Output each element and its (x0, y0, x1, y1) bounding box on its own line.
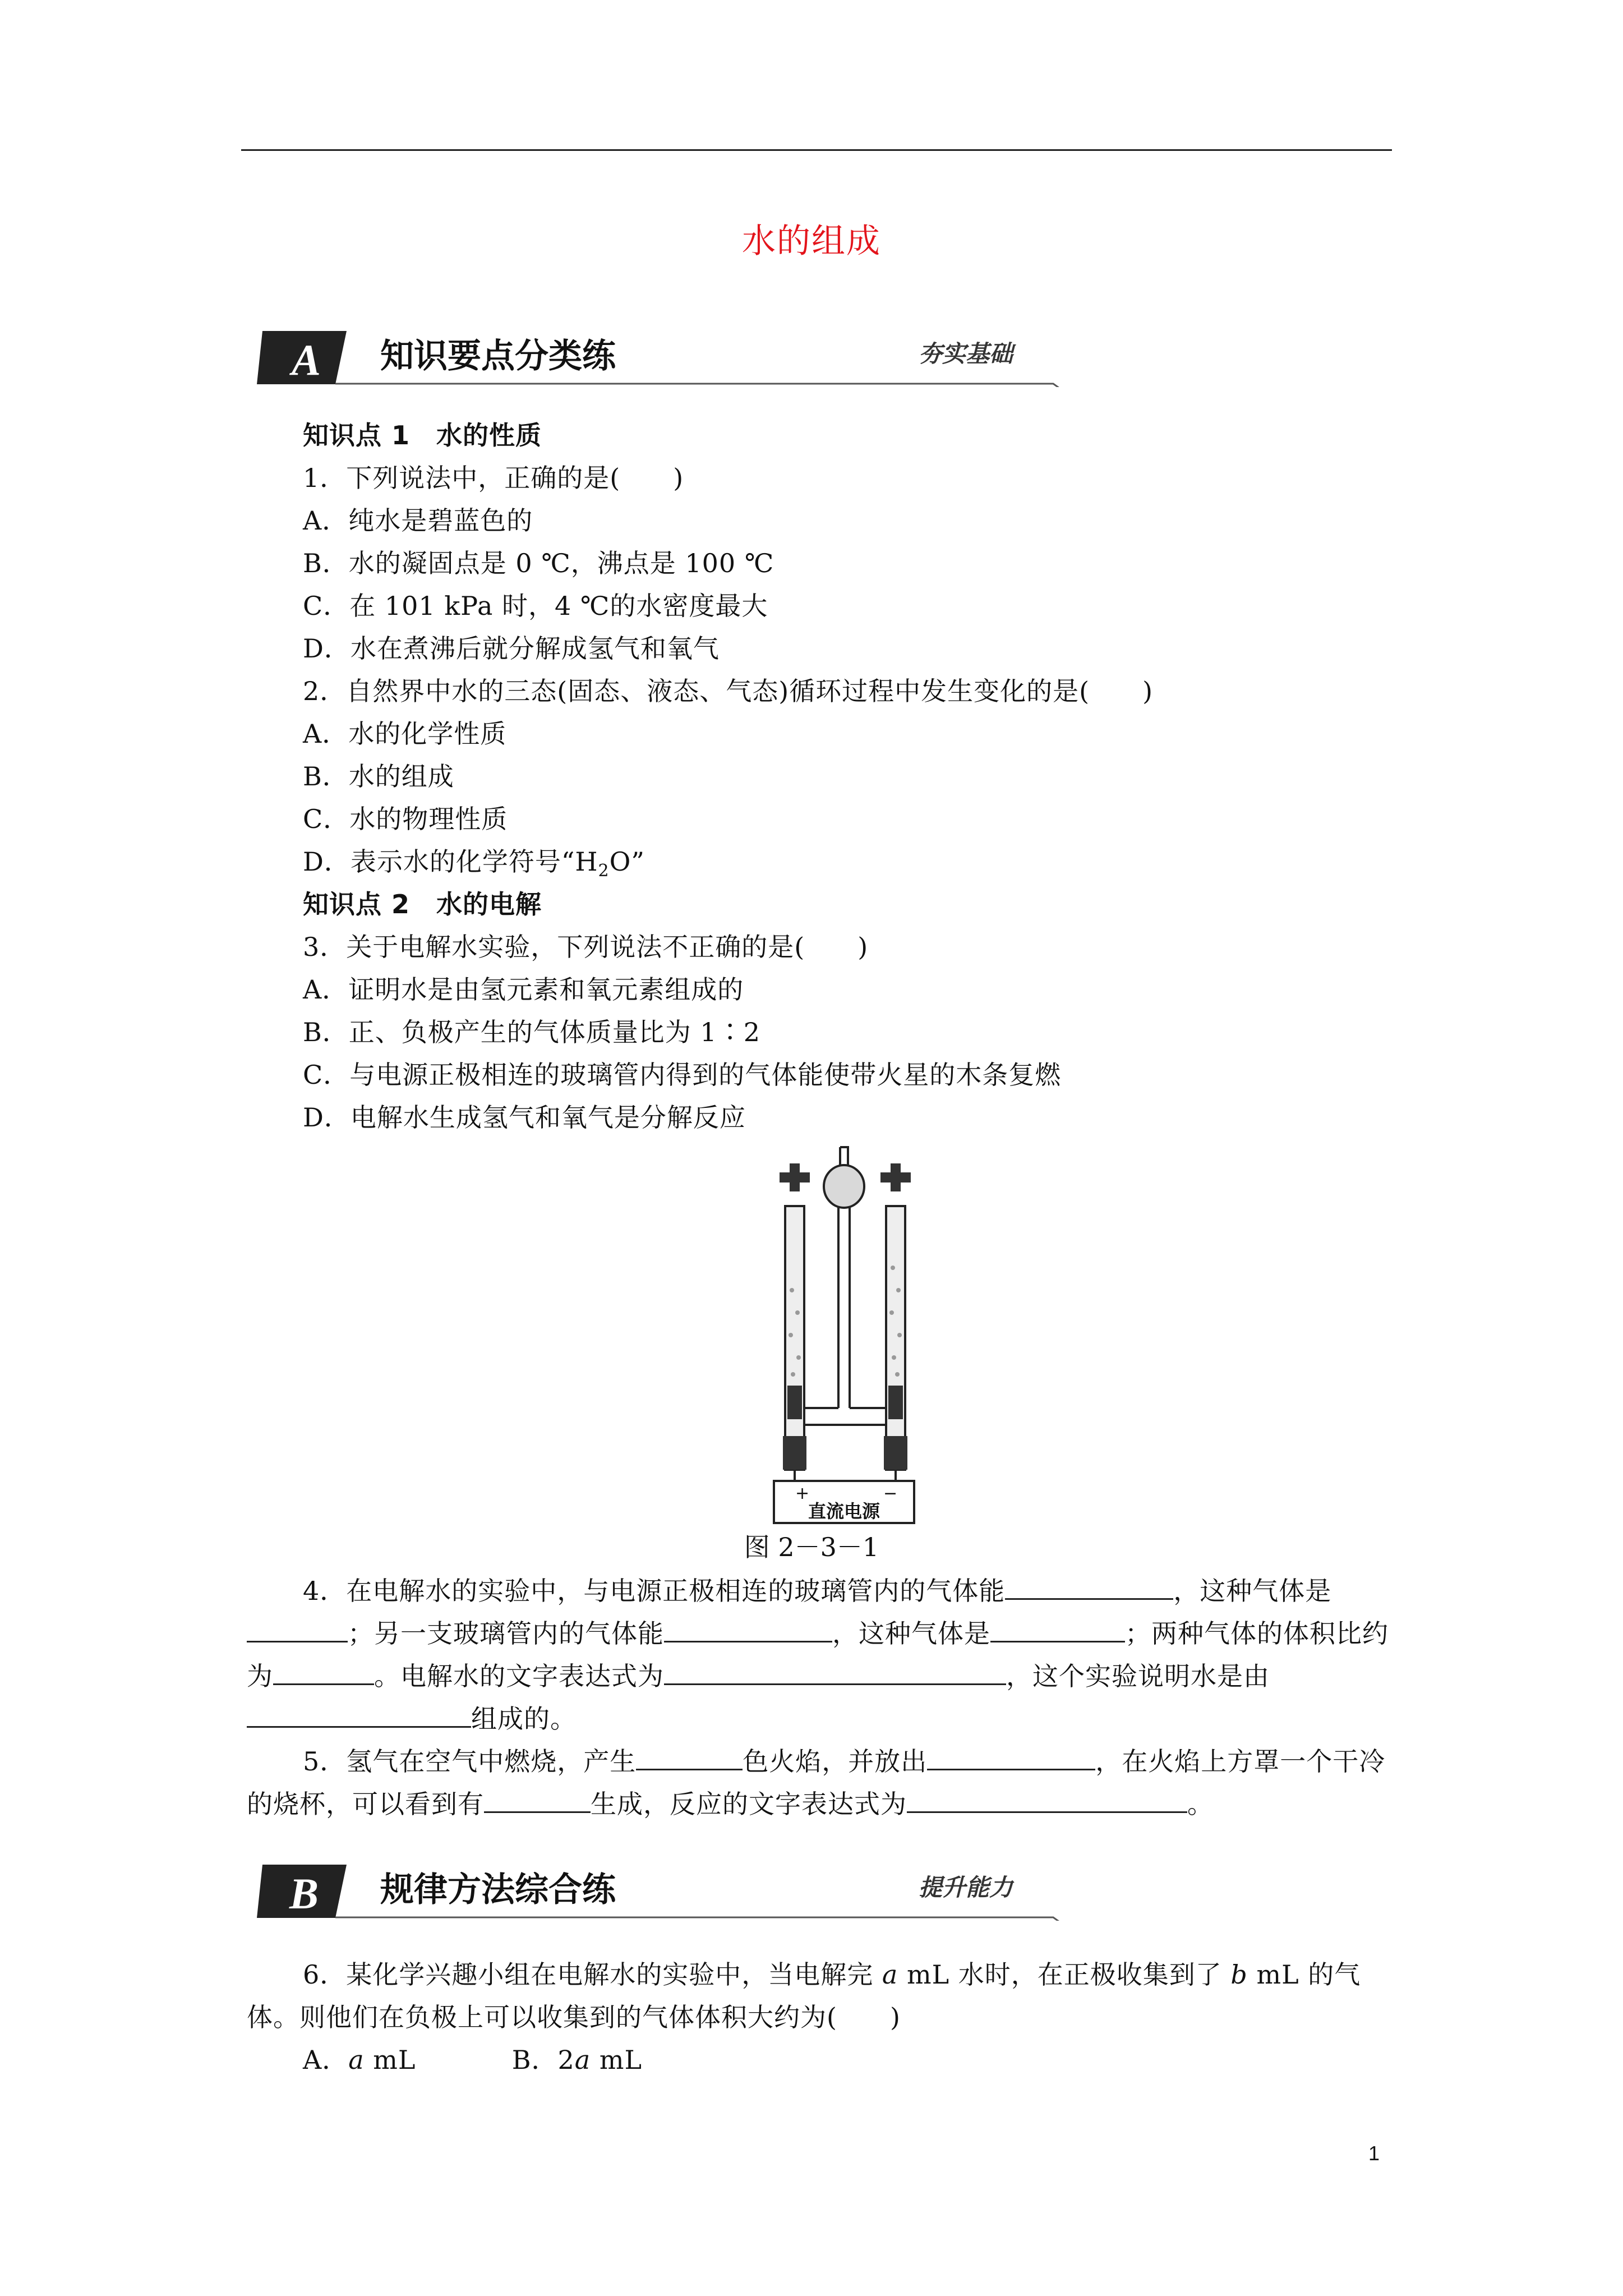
q4-text-3: ；另一支玻璃管内的气体能 (348, 1618, 664, 1649)
q4-blank-2[interactable] (247, 1613, 348, 1642)
q4-blank-3[interactable] (664, 1613, 832, 1642)
q5-text-4: 生成，反应的文字表达式为 (591, 1789, 907, 1819)
q1-option-a: A．纯水是碧蓝色的 (303, 505, 533, 536)
q3-option-b: B．正、负极产生的气体质量比为 1∶2 (303, 1017, 760, 1047)
q4-blank-6[interactable] (664, 1655, 1006, 1685)
section-b-title: 规律方法综合练 (380, 1870, 616, 1910)
section-a-badge: A (292, 335, 321, 384)
q5-paragraph (247, 1740, 1391, 1825)
q5-blank-1[interactable] (636, 1741, 743, 1770)
q6-paragraph (247, 1953, 1391, 2039)
q5-blank-2[interactable] (927, 1741, 1095, 1770)
q6-option-b-unit: mL (591, 2045, 643, 2075)
q2-option-d-pre: D．表示水的化学符号“H (303, 846, 598, 877)
q5-blank-4[interactable] (907, 1783, 1187, 1813)
q6-option-a-label: A． (303, 2045, 349, 2075)
q6-text-1: 6．某化学兴趣小组在电解水的实验中，当电解完 (303, 1959, 882, 1990)
q5-text-3: ，在火焰上方罩一个干冷的烧杯，可以看到有 (247, 1746, 1386, 1819)
q6-var-a: a (882, 1959, 898, 1990)
q3-option-a: A．证明水是由氢元素和氧元素组成的 (303, 974, 744, 1005)
q2-option-b: B．水的组成 (303, 761, 454, 792)
q6-var-b: b (1230, 1959, 1248, 1990)
header-rule (241, 149, 1392, 151)
electrolysis-apparatus-drawing (763, 1144, 925, 1526)
q5-blank-3[interactable] (484, 1783, 591, 1813)
section-b-tag: 提升能力 (919, 1874, 1013, 1901)
page-number: 1 (1368, 2142, 1380, 2165)
q4-text-5: ；两种气体的体积比约为 (247, 1618, 1389, 1691)
q1-stem: 1．下列说法中，正确的是( ) (303, 463, 684, 493)
figure-caption: 图 2－3－1 (744, 1532, 879, 1562)
section-b-badge: B (289, 1869, 319, 1918)
power-minus-sign: − (883, 1484, 898, 1503)
q4-text-1: 4．在电解水的实验中，与电源正极相连的玻璃管内的气体能 (303, 1576, 1006, 1606)
q2-option-d-subscript: 2 (598, 861, 610, 881)
q5-text-5: 。 (1187, 1789, 1214, 1819)
section-a-banner-graphic (257, 325, 1070, 387)
q1-option-b: B．水的凝固点是 0 ℃，沸点是 100 ℃ (303, 548, 774, 578)
q4-blank-5[interactable] (273, 1655, 374, 1685)
q3-option-d: D．电解水生成氢气和氧气是分解反应 (303, 1102, 746, 1133)
q2-option-c: C．水的物理性质 (303, 804, 508, 834)
q2-stem: 2．自然界中水的三态(固态、液态、气态)循环过程中发生变化的是( ) (303, 676, 1154, 706)
q5-text-1: 5．氢气在空气中燃烧，产生 (303, 1746, 637, 1777)
section-a-title: 知识要点分类练 (380, 337, 616, 376)
power-supply-label: 直流电源 (808, 1501, 880, 1522)
q1-option-c: C．在 101 kPa 时，4 ℃的水密度最大 (303, 591, 768, 621)
q1-option-d: D．水在煮沸后就分解成氢气和氧气 (303, 633, 720, 664)
q3-option-c: C．与电源正极相连的玻璃管内得到的气体能使带火星的木条复燃 (303, 1060, 1062, 1090)
q2-option-d-post: O” (609, 846, 645, 877)
q6-option-a-var: a (348, 2045, 365, 2075)
power-plus-sign: + (795, 1484, 810, 1503)
page-title: 水的组成 (742, 222, 881, 261)
q4-text-7: ，这个实验说明水是由 (1006, 1661, 1270, 1691)
knowledge-point-2: 知识点 2 水的电解 (303, 889, 542, 919)
q5-text-2: 色火焰，并放出 (743, 1746, 928, 1777)
q4-text-2: ，这种气体是 (1173, 1576, 1332, 1606)
q4-blank-4[interactable] (990, 1613, 1125, 1642)
q4-text-8: 组成的。 (471, 1704, 577, 1734)
section-a-banner (257, 325, 1070, 387)
q4-paragraph (247, 1570, 1391, 1740)
q6-option-b (512, 2045, 642, 2075)
q6-text-3: mL 的气体。则他们在负极上可以收集到的气体体积大约为( ) (247, 1959, 1361, 2032)
q2-option-a: A．水的化学性质 (303, 719, 507, 749)
electrolysis-apparatus-figure (763, 1144, 925, 1526)
q6-option-a-unit: mL (364, 2045, 416, 2075)
q4-blank-7[interactable] (247, 1698, 471, 1728)
q4-blank-1[interactable] (1005, 1570, 1173, 1600)
q6-options (303, 2039, 642, 2081)
q6-text-2: mL 水时，在正极收集到了 (898, 1959, 1231, 1990)
q4-text-6: 。电解水的文字表达式为 (374, 1661, 664, 1691)
section-b-banner-graphic (257, 1859, 1070, 1921)
q3-stem: 3．关于电解水实验，下列说法不正确的是( ) (303, 932, 869, 962)
section-b-banner (257, 1859, 1070, 1921)
knowledge-point-1: 知识点 1 水的性质 (303, 420, 542, 450)
section-a-tag: 夯实基础 (919, 340, 1013, 367)
q6-option-b-var: a (574, 2045, 591, 2075)
q6-option-a (303, 2045, 416, 2075)
q6-option-b-label: B．2 (511, 2045, 575, 2075)
q4-text-4: ，这种气体是 (832, 1618, 990, 1649)
